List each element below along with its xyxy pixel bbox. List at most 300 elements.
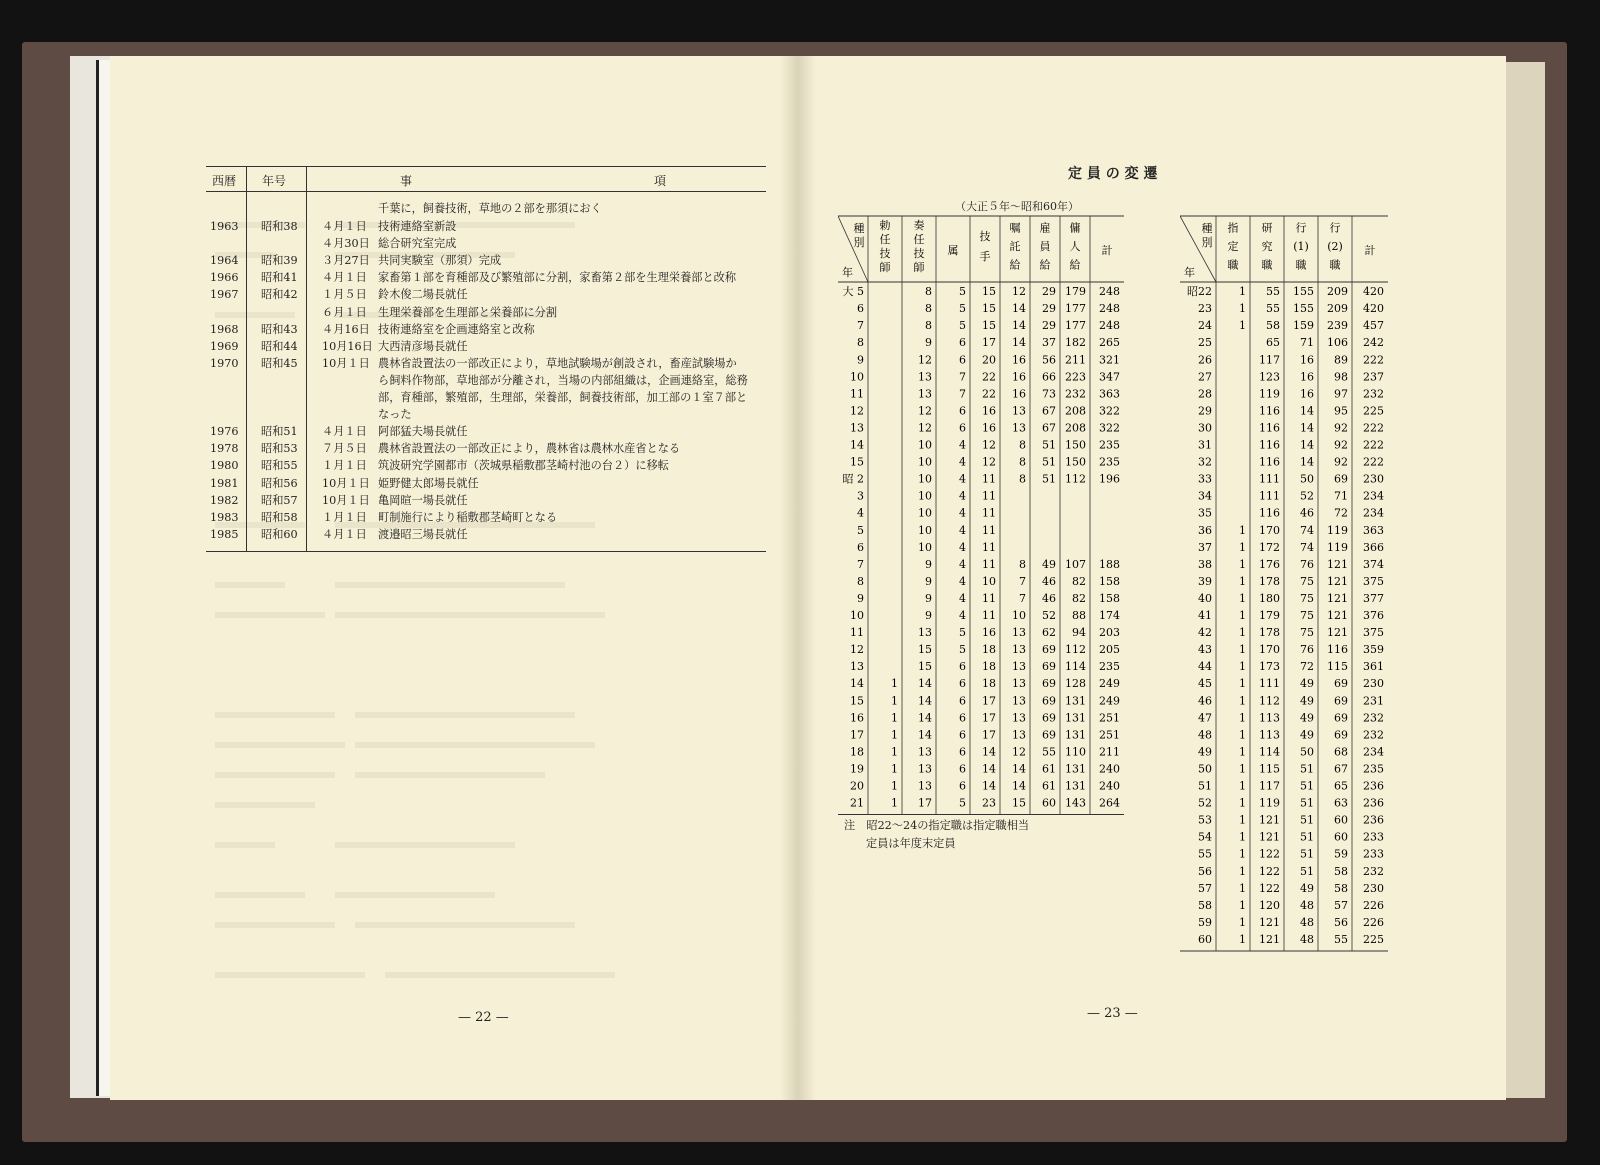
year-cell: 10 (850, 609, 864, 622)
event-text: 農林省設置法の一部改正により，草地試験場が創設され，畜産試験場か (378, 356, 737, 370)
event-text: 技術連絡室新設 (378, 220, 457, 233)
data-cell: 265 (1099, 336, 1120, 350)
column-header: 嘱 (1009, 221, 1021, 235)
data-cell: 131 (1065, 728, 1086, 742)
date-cell: ３月27日 (322, 254, 370, 268)
data-cell: 122 (1259, 881, 1280, 895)
data-cell: 366 (1363, 540, 1384, 554)
data-cell: 1 (891, 677, 898, 691)
year-cell: 1978 (210, 442, 239, 456)
data-cell: 14 (918, 728, 932, 742)
data-cell: 1 (1239, 540, 1246, 554)
chronology-header (206, 166, 766, 192)
data-cell: 180 (1259, 591, 1280, 605)
corner-label-type: 種 (1201, 222, 1213, 235)
data-cell: 14 (1300, 421, 1314, 435)
data-cell: 51 (1300, 813, 1314, 827)
data-cell: 13 (1012, 626, 1026, 640)
data-cell: 16 (1300, 387, 1314, 401)
data-cell: 114 (1065, 660, 1086, 674)
data-cell: 51 (1300, 864, 1314, 878)
data-cell: 420 (1363, 285, 1384, 299)
event-text: 総合研究室完成 (378, 237, 457, 251)
data-cell: 13 (918, 626, 932, 640)
data-cell: 73 (1042, 387, 1056, 401)
data-cell: 1 (891, 711, 898, 725)
data-cell: 1 (1239, 932, 1246, 946)
data-cell: 69 (1042, 711, 1056, 725)
data-cell: 72 (1300, 660, 1314, 674)
data-cell: 15 (918, 643, 932, 657)
year-cell: 46 (1198, 694, 1212, 708)
data-cell: 1 (1239, 574, 1246, 588)
data-cell: 9 (925, 557, 932, 571)
data-cell: 82 (1072, 574, 1086, 588)
year-cell: 10 (850, 370, 864, 384)
corner-label-type: 別 (853, 236, 865, 249)
year-cell: 50 (1198, 762, 1212, 776)
data-cell: 13 (918, 370, 932, 384)
era-cell: 昭和57 (261, 493, 298, 507)
data-cell: 230 (1363, 472, 1384, 486)
year-cell: 36 (1198, 523, 1212, 537)
data-cell: 49 (1300, 694, 1314, 708)
column-header: 職 (1329, 258, 1341, 272)
data-cell: 155 (1293, 302, 1314, 316)
year-cell: 17 (850, 728, 864, 742)
data-cell: 14 (1012, 302, 1026, 316)
data-cell: 1 (1239, 302, 1246, 316)
data-cell: 1 (1239, 660, 1246, 674)
data-cell: 71 (1300, 336, 1314, 350)
data-cell: 248 (1099, 319, 1120, 333)
year-cell: 55 (1198, 847, 1212, 861)
data-cell: 13 (918, 387, 932, 401)
data-cell: 11 (982, 557, 996, 571)
event-text: 共同実験室（那須）完成 (378, 254, 502, 268)
date-cell: ４月１日 (322, 527, 367, 541)
data-cell: 131 (1065, 694, 1086, 708)
data-cell: 121 (1259, 830, 1280, 844)
data-cell: 13 (1012, 711, 1026, 725)
data-cell: 363 (1363, 523, 1384, 537)
data-cell: 158 (1099, 591, 1120, 605)
data-cell: 13 (1012, 728, 1026, 742)
era-cell: 昭和51 (261, 425, 298, 439)
data-cell: 376 (1363, 609, 1384, 622)
data-cell: 4 (959, 489, 966, 503)
data-cell: 4 (959, 574, 966, 588)
data-cell: 50 (1300, 472, 1314, 486)
chronology-continuation: 千葉に，飼養技術，草地の２部を那須におく (378, 202, 602, 215)
data-cell: 1 (891, 779, 898, 793)
column-header: 技 (913, 247, 925, 260)
data-cell: 359 (1363, 643, 1384, 657)
data-cell: 59 (1334, 847, 1348, 861)
year-cell: 58 (1198, 898, 1212, 912)
data-cell: 46 (1042, 574, 1056, 588)
data-cell: 237 (1363, 370, 1384, 384)
column-header: 研 (1261, 221, 1273, 235)
year-cell: 57 (1198, 881, 1212, 895)
data-cell: 16 (1300, 370, 1314, 384)
data-cell: 49 (1042, 557, 1056, 571)
data-cell: 107 (1065, 557, 1086, 571)
year-cell: 13 (850, 660, 864, 674)
data-cell: 249 (1099, 694, 1120, 708)
data-cell: 222 (1363, 455, 1384, 469)
data-cell: 69 (1334, 728, 1348, 742)
data-cell: 248 (1099, 302, 1120, 316)
data-cell: 234 (1363, 506, 1384, 520)
data-cell: 117 (1259, 353, 1280, 367)
data-cell: 10 (918, 472, 932, 486)
data-cell: 75 (1300, 574, 1314, 588)
data-cell: 1 (1239, 830, 1246, 844)
data-cell: 1 (1239, 779, 1246, 793)
data-cell: 10 (918, 523, 932, 537)
year-cell: 1968 (210, 322, 239, 336)
chronology-bottom-rule (206, 551, 766, 552)
year-cell: 9 (857, 591, 864, 605)
column-header: 給 (1069, 258, 1081, 272)
data-cell: 377 (1363, 591, 1384, 605)
data-cell: 239 (1327, 319, 1348, 333)
event-text: 大西清彦場長就任 (378, 339, 468, 353)
year-cell: 15 (850, 694, 864, 708)
data-cell: 6 (959, 336, 966, 350)
data-cell: 249 (1099, 677, 1120, 691)
year-cell: 昭 2 (842, 472, 864, 486)
data-cell: 15 (982, 319, 996, 333)
data-cell: 5 (959, 319, 966, 333)
data-cell: 10 (918, 455, 932, 469)
data-cell: 236 (1363, 779, 1384, 793)
date-cell: 10月１日 (322, 356, 370, 370)
column-header: (2) (1327, 240, 1343, 253)
year-cell: 45 (1198, 677, 1212, 691)
data-cell: 420 (1363, 302, 1384, 316)
data-cell: 116 (1327, 643, 1348, 657)
year-cell: 1976 (210, 425, 239, 439)
data-cell: 67 (1042, 421, 1056, 435)
data-cell: 51 (1300, 762, 1314, 776)
data-cell: 170 (1259, 523, 1280, 537)
data-cell: 1 (891, 762, 898, 776)
era-cell: 昭和55 (261, 459, 298, 473)
data-cell: 114 (1259, 745, 1280, 759)
data-cell: 60 (1042, 796, 1056, 810)
data-cell: 17 (982, 711, 996, 725)
column-header: 指 (1227, 221, 1239, 235)
data-cell: 14 (918, 694, 932, 708)
data-cell: 111 (1259, 489, 1280, 503)
data-cell: 11 (982, 472, 996, 486)
data-cell: 5 (959, 302, 966, 316)
data-cell: 12 (918, 421, 932, 435)
data-cell: 17 (982, 336, 996, 350)
data-cell: 62 (1042, 626, 1056, 640)
date-cell: １月１日 (322, 459, 367, 473)
data-cell: 6 (959, 421, 966, 435)
data-cell: 4 (959, 472, 966, 486)
data-cell: 65 (1334, 779, 1348, 793)
data-cell: 177 (1065, 319, 1086, 333)
data-cell: 13 (1012, 660, 1026, 674)
year-cell: 54 (1198, 830, 1212, 844)
data-cell: 240 (1099, 762, 1120, 776)
data-cell: 55 (1266, 285, 1280, 299)
data-cell: 158 (1099, 574, 1120, 588)
era-cell: 昭和60 (261, 527, 298, 541)
data-cell: 9 (925, 336, 932, 350)
data-cell: 60 (1334, 830, 1348, 844)
data-cell: 13 (918, 745, 932, 759)
era-cell: 昭和58 (261, 510, 298, 524)
data-cell: 69 (1042, 694, 1056, 708)
column-header: 傭 (1069, 221, 1081, 235)
year-cell: 6 (857, 540, 864, 554)
data-cell: 68 (1334, 745, 1348, 759)
year-cell: 18 (850, 745, 864, 759)
column-header: 定 (1227, 240, 1239, 253)
column-header: 給 (1009, 258, 1021, 272)
date-cell: ４月16日 (322, 322, 370, 336)
year-cell: 1983 (210, 510, 239, 524)
data-cell: 46 (1042, 591, 1056, 605)
year-cell: 47 (1198, 711, 1212, 725)
page-title: 定 員 の 変 遷 (1068, 166, 1158, 182)
data-cell: 128 (1065, 677, 1086, 691)
year-cell: 31 (1198, 438, 1212, 452)
data-cell: 58 (1334, 881, 1348, 895)
year-cell: 43 (1198, 643, 1212, 657)
data-cell: 5 (959, 796, 966, 810)
data-cell: 56 (1042, 353, 1056, 367)
year-cell: 7 (857, 319, 864, 333)
data-cell: 1 (1239, 847, 1246, 861)
column-header: 究 (1261, 240, 1273, 253)
data-cell: 1 (891, 796, 898, 810)
corner-label-type: 別 (1201, 236, 1213, 249)
column-header: 任 (913, 233, 925, 246)
data-cell: 1 (1239, 626, 1246, 640)
data-cell: 4 (959, 455, 966, 469)
data-cell: 16 (1300, 353, 1314, 367)
column-header: 職 (1261, 258, 1273, 272)
data-cell: 52 (1042, 609, 1056, 622)
year-cell: 35 (1198, 506, 1212, 520)
data-cell: 66 (1042, 370, 1056, 384)
data-cell: 1 (1239, 711, 1246, 725)
data-cell: 123 (1259, 370, 1280, 384)
event-text: 部，育種部，繁殖部，生理部，栄養部，飼養技術部，加工部の１室７部と (378, 391, 748, 404)
data-cell: 8 (1019, 472, 1026, 486)
data-cell: 120 (1259, 898, 1280, 912)
data-cell: 1 (891, 728, 898, 742)
year-cell: 29 (1198, 404, 1212, 418)
data-cell: 226 (1363, 915, 1384, 929)
data-cell: 15 (982, 285, 996, 299)
data-cell: 209 (1327, 285, 1348, 299)
column-header: 師 (879, 261, 891, 274)
data-cell: 75 (1300, 591, 1314, 605)
data-cell: 17 (918, 796, 932, 810)
data-cell: 17 (982, 728, 996, 742)
data-cell: 76 (1300, 557, 1314, 571)
date-cell: ４月１日 (322, 220, 367, 233)
year-cell: 34 (1198, 489, 1212, 503)
data-cell: 234 (1363, 745, 1384, 759)
event-text: 家畜第１部を育種部及び繁殖部に分割，家畜第２部を生理栄養部と改称 (378, 271, 737, 285)
data-cell: 20 (982, 353, 996, 367)
data-cell: 60 (1334, 813, 1348, 827)
data-cell: 89 (1334, 353, 1348, 367)
year-cell: 26 (1198, 353, 1212, 367)
data-cell: 14 (982, 779, 996, 793)
date-cell: 10月16日 (322, 339, 373, 353)
column-header: 技 (979, 230, 991, 243)
data-cell: 55 (1042, 745, 1056, 759)
data-cell: 236 (1363, 796, 1384, 810)
data-cell: 240 (1099, 779, 1120, 793)
data-cell: 222 (1363, 438, 1384, 452)
data-cell: 16 (982, 404, 996, 418)
data-cell: 95 (1334, 404, 1348, 418)
data-cell: 12 (982, 438, 996, 452)
data-cell: 51 (1042, 472, 1056, 486)
data-cell: 8 (925, 285, 932, 299)
note-1: 注 昭22～24の指定職は指定職相当 (844, 819, 1030, 832)
data-cell: 67 (1042, 404, 1056, 418)
data-cell: 222 (1363, 353, 1384, 367)
data-cell: 235 (1099, 660, 1120, 674)
data-cell: 211 (1099, 745, 1120, 759)
data-cell: 113 (1259, 711, 1280, 725)
data-cell: 121 (1327, 626, 1348, 640)
column-header: 行 (1329, 221, 1341, 235)
data-cell: 71 (1334, 489, 1348, 503)
data-cell: 51 (1300, 830, 1314, 844)
year-cell: 8 (857, 336, 864, 350)
year-cell: 1985 (210, 527, 239, 541)
data-cell: 179 (1065, 285, 1086, 299)
event-text: 筑波研究学園都市（茨城県稲敷郡茎崎村池の台２）に移転 (378, 459, 669, 473)
data-cell: 231 (1363, 694, 1384, 708)
data-cell: 92 (1334, 438, 1348, 452)
year-cell: 大 5 (842, 285, 864, 299)
data-cell: 18 (982, 660, 996, 674)
data-cell: 51 (1042, 455, 1056, 469)
data-cell: 242 (1363, 336, 1384, 350)
data-cell: 48 (1300, 932, 1314, 946)
data-cell: 4 (959, 557, 966, 571)
data-cell: 117 (1259, 779, 1280, 793)
data-cell: 69 (1042, 643, 1056, 657)
column-header: 勅 (879, 219, 891, 232)
year-cell: 48 (1198, 728, 1212, 742)
event-text: 姫野健太郎場長就任 (378, 476, 479, 490)
year-cell: 1964 (210, 254, 239, 268)
data-cell: 11 (982, 506, 996, 520)
data-cell: 8 (925, 302, 932, 316)
year-cell: 23 (1198, 302, 1212, 316)
era-cell: 昭和43 (261, 322, 298, 336)
data-cell: 98 (1334, 370, 1348, 384)
data-cell: 1 (1239, 694, 1246, 708)
data-cell: 225 (1363, 404, 1384, 418)
data-cell: 10 (918, 489, 932, 503)
date-cell: 10月１日 (322, 476, 370, 490)
data-cell: 170 (1259, 643, 1280, 657)
era-cell: 昭和45 (261, 356, 298, 370)
event-text: 鈴木俊二場長就任 (378, 288, 468, 302)
column-header: 手 (979, 250, 991, 263)
data-cell: 230 (1363, 677, 1384, 691)
data-cell: 14 (1012, 762, 1026, 776)
event-text: 町制施行により稲敷郡茎崎町となる (378, 510, 558, 524)
data-cell: 4 (959, 591, 966, 605)
data-cell: 13 (1012, 421, 1026, 435)
data-cell: 230 (1363, 881, 1384, 895)
data-cell: 1 (1239, 813, 1246, 827)
year-cell: 28 (1198, 387, 1212, 401)
year-cell: 20 (850, 779, 864, 793)
era-cell: 昭和44 (261, 339, 298, 353)
staff-table-postwar (1180, 210, 1395, 960)
data-cell: 1 (1239, 557, 1246, 571)
data-cell: 115 (1259, 762, 1280, 776)
data-cell: 8 (1019, 455, 1026, 469)
data-cell: 6 (959, 728, 966, 742)
data-cell: 18 (982, 643, 996, 657)
data-cell: 49 (1300, 728, 1314, 742)
data-cell: 11 (982, 591, 996, 605)
data-cell: 264 (1099, 796, 1120, 810)
data-cell: 121 (1327, 574, 1348, 588)
data-cell: 235 (1099, 455, 1120, 469)
data-cell: 52 (1300, 489, 1314, 503)
corner-label-type: 種 (853, 222, 865, 235)
data-cell: 321 (1099, 353, 1120, 367)
data-cell: 14 (1012, 779, 1026, 793)
header-year: 西暦 (212, 174, 237, 188)
data-cell: 233 (1363, 830, 1384, 844)
data-cell: 208 (1065, 421, 1086, 435)
data-cell: 58 (1334, 864, 1348, 878)
data-cell: 235 (1099, 438, 1120, 452)
year-cell: 16 (850, 711, 864, 725)
year-cell: 15 (850, 455, 864, 469)
data-cell: 65 (1266, 336, 1280, 350)
data-cell: 121 (1327, 609, 1348, 622)
data-cell: 121 (1259, 932, 1280, 946)
data-cell: 58 (1266, 319, 1280, 333)
data-cell: 4 (959, 609, 966, 622)
data-cell: 16 (982, 626, 996, 640)
data-cell: 61 (1042, 762, 1056, 776)
data-cell: 74 (1300, 523, 1314, 537)
data-cell: 1 (1239, 796, 1246, 810)
data-cell: 1 (1239, 319, 1246, 333)
data-cell: 119 (1327, 523, 1348, 537)
data-cell: 18 (982, 677, 996, 691)
data-cell: 48 (1300, 915, 1314, 929)
corner-label-year: 年 (842, 266, 853, 279)
page-number-right: — 23 — (1087, 1006, 1138, 1021)
data-cell: 322 (1099, 421, 1120, 435)
data-cell: 57 (1334, 898, 1348, 912)
